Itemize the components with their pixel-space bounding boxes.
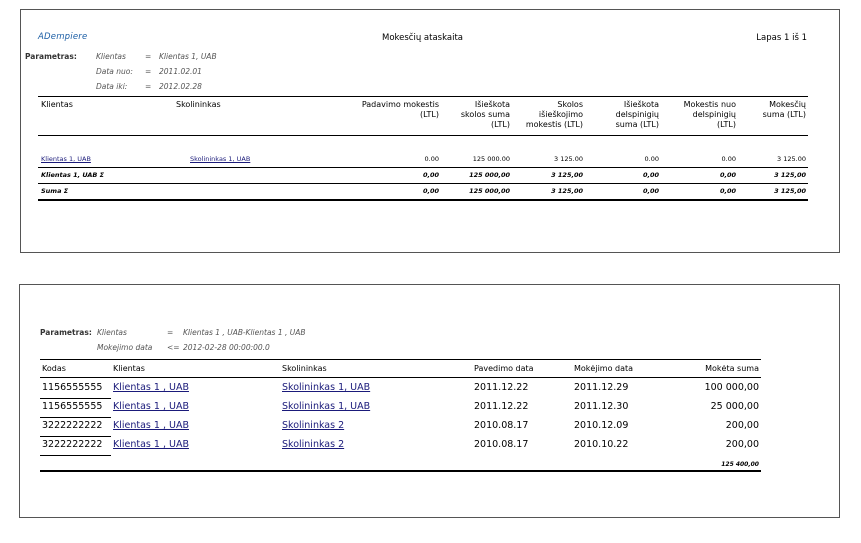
client-link[interactable]: Klientas 1 , UAB (113, 382, 189, 393)
column-header-recovered-debt: Išieškota skolos suma (LTL) (460, 100, 510, 129)
column-header-debtor: Skolininkas (176, 100, 221, 109)
debtor-link[interactable]: Skolininkas 1, UAB (282, 382, 371, 393)
column-header-debtor: Skolininkas (282, 364, 327, 373)
divider (40, 377, 761, 378)
page-indicator: Lapas 1 iš 1 (756, 33, 807, 43)
column-header-code: Kodas (42, 364, 66, 373)
debtor-link[interactable]: Skolininkas 1, UAB (190, 155, 251, 163)
parameters-label: Parametras: (40, 328, 92, 337)
column-header-payment-date: Mokėjimo data (574, 364, 634, 373)
divider (38, 199, 808, 201)
divider (38, 135, 808, 136)
table-row: 3222222222 Klientas 1 , UAB Skolininkas 2 2010.08.17 2010.12.09 200,00 (42, 420, 759, 431)
table-row: Klientas 1, UAB Skolininkas 1, UAB 0.00 125 000.00 3 125.00 0.00 0.00 3 125.00 (41, 155, 806, 163)
grand-total-row: Suma Σ 0,00 125 000,00 3 125,00 0,00 0,00 3 125,00 (41, 187, 806, 195)
debtor-link[interactable]: Skolininkas 2 (282, 420, 345, 431)
table-row: 1156555555 Klientas 1 , UAB Skolininkas 1, UAB 2011.12.22 2011.12.29 100 000,00 (42, 382, 759, 393)
adempiere-logo: ADempiere (38, 32, 88, 42)
divider (38, 96, 808, 97)
column-header-penalty-fee: Mokestis nuo delspinigių (LTL) (683, 100, 736, 129)
column-header-paid-amount: Mokėta suma (705, 364, 759, 373)
table-row: 3222222222 Klientas 1 , UAB Skolininkas 2 2010.08.17 2010.10.22 200,00 (42, 439, 759, 450)
report-title: Mokesčių ataskaita (382, 33, 463, 43)
table-row: 1156555555 Klientas 1 , UAB Skolininkas 1, UAB 2011.12.22 2011.12.30 25 000,00 (42, 401, 759, 412)
client-link[interactable]: Klientas 1, UAB (41, 155, 91, 163)
divider (40, 455, 111, 456)
debtor-link[interactable]: Skolininkas 2 (282, 439, 345, 450)
payments-report-panel: Parametras: Klientas = Klientas 1 , UAB-Klientas 1 , UAB Mokejimo data <= 2012-02-28 00:00:00.0 Kodas Klientas Skolininkas Pavedimo data Mokėjimo data Mokėta suma 1156555555 Klientas 1 , UAB Skolininkas 1, UAB 2011.12.22 2011.12.29 100 000,00 1156555555 Klientas 1 , UAB Skolininkas 1, UAB 2011.12.22 2011.12.30 25 000,00 3222222222 Klientas 1 , UAB Skolininkas 2 2010.08.17 2010.12.09 200,00 3222222222 Klientas 1 , UAB Skolininkas 2 2010.08.17 2010.10.22 200,00 125 400,00 (19, 284, 840, 518)
client-link[interactable]: Klientas 1 , UAB (113, 420, 189, 431)
client-link[interactable]: Klientas 1 , UAB (113, 401, 189, 412)
subtotal-row: Klientas 1, UAB Σ 0,00 125 000,00 3 125,00 0,00 0,00 3 125,00 (41, 171, 806, 179)
column-header-recovered-penalty: Išieškota delspinigių suma (LTL) (615, 100, 659, 129)
column-header-debt-recovery-fee: Skolos išieškojimo mokestis (LTL) (525, 100, 583, 129)
parameters-label: Parametras: (25, 52, 77, 61)
divider (40, 359, 761, 360)
column-header-filing-fee: Padavimo mokestis (LTL) (361, 100, 439, 119)
column-header-client: Klientas (41, 100, 73, 109)
debtor-link[interactable]: Skolininkas 1, UAB (282, 401, 371, 412)
client-link[interactable]: Klientas 1 , UAB (113, 439, 189, 450)
column-header-transfer-date: Pavedimo data (474, 364, 534, 373)
tax-report-panel: ADempiere Mokesčių ataskaita Lapas 1 iš 1 Parametras: Klientas = Klientas 1, UAB Data nuo: = 2011.02.01 Data iki: = 2012.02.28 Klientas Skolininkas Padavimo mokestis (LTL) Išieškota skolos suma (LTL) Skolos išieškojimo mokestis (LTL) Išieškota delspinigių suma (LTL) Mokestis nuo delspinigių (LTL) Mokesčių suma (LTL) Klientas 1, UAB Skolininkas 1, UAB 0.00 125 000.00 3 125.00 0.00 0.00 3 125.00 Klientas 1, UAB Σ 0,00 125 000,00 3 125,00 0,00 0,00 3 125,00 Suma Σ 0,00 125 000,00 3 125,00 0,00 0,00 3 125,00 (20, 9, 840, 253)
column-header-tax-total: Mokesčių suma (LTL) (762, 100, 806, 119)
column-header-client: Klientas (113, 364, 145, 373)
divider (40, 470, 761, 472)
paid-amount-total: 125 400,00 (721, 461, 759, 468)
